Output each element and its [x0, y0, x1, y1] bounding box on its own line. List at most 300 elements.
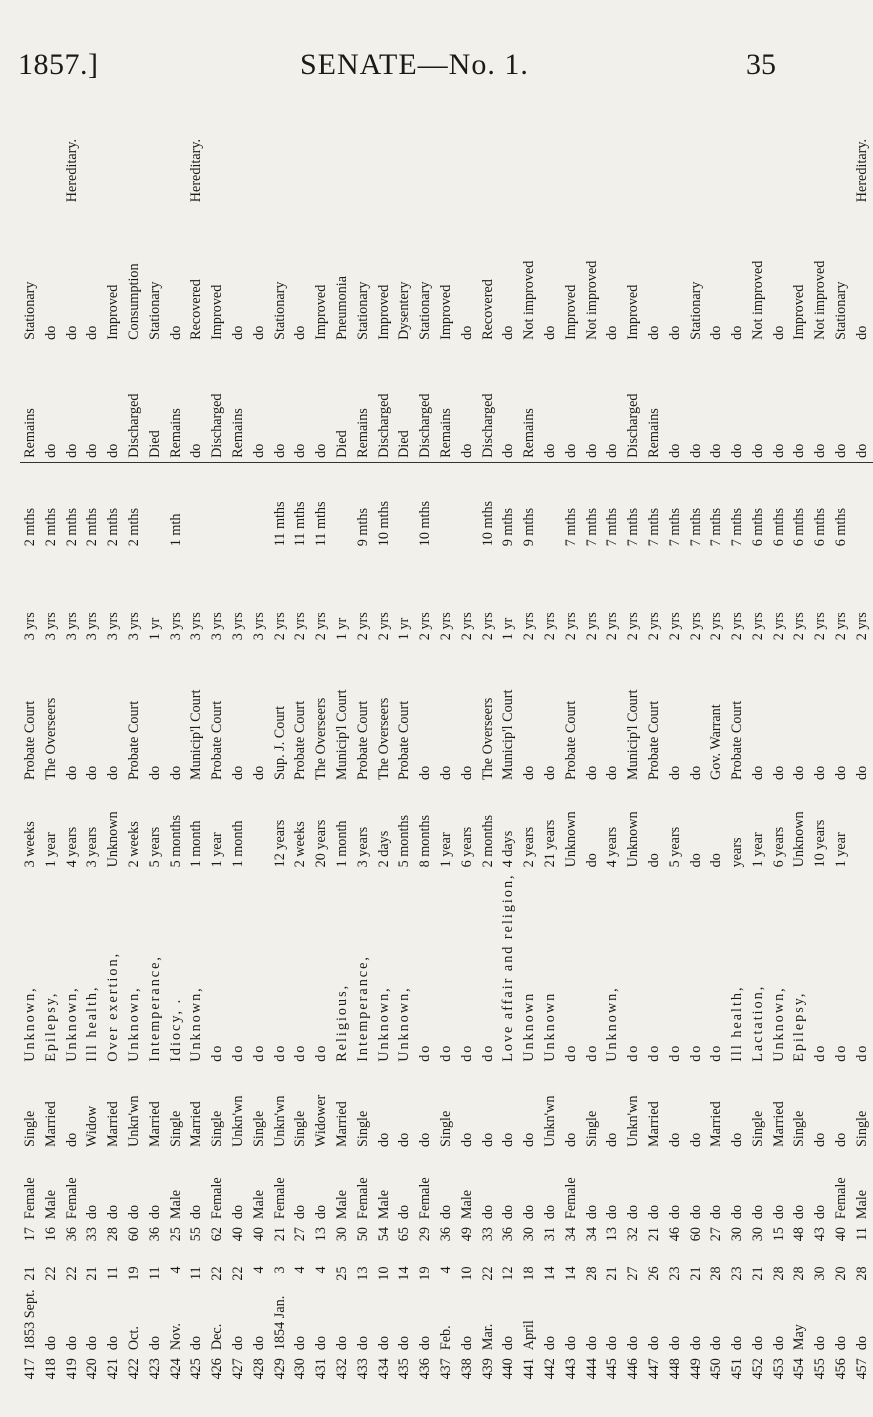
patient-sex: do [313, 1204, 330, 1220]
admission-day: 25 [333, 1266, 350, 1281]
residence-years: 2 yrs [770, 612, 787, 641]
committing-authority: do [458, 765, 475, 780]
form-of-disease [249, 110, 270, 206]
duration-before-admission: 10 years [812, 819, 829, 868]
entry-number: 419 [63, 1358, 80, 1380]
patient-sex: do [521, 1204, 538, 1220]
table-row [831, 110, 852, 1400]
patient-age: 29 [417, 1227, 434, 1242]
residence-years: 2 yrs [437, 612, 454, 641]
entry-number: 446 [625, 1358, 642, 1380]
duration-before-admission: years [729, 837, 746, 868]
committing-authority: do [583, 765, 600, 780]
duration-before-admission: do [708, 853, 725, 868]
duration-before-admission: 21 years [541, 819, 558, 868]
admission-day: 11 [146, 1266, 163, 1281]
table-row [41, 110, 62, 1400]
supposed-cause: do [209, 1043, 226, 1062]
admission-month: do [333, 1335, 350, 1351]
entry-number: 431 [313, 1358, 330, 1380]
residence-months: 11 mths [313, 501, 330, 547]
committing-authority: Probate Court [354, 700, 371, 780]
supposed-cause: do [687, 1043, 704, 1062]
admission-day: 21 [687, 1266, 704, 1281]
admission-month: Feb. [437, 1325, 454, 1351]
patient-sex: Male [250, 1189, 267, 1220]
table-row [602, 110, 623, 1400]
supposed-cause: do [229, 1043, 246, 1062]
admission-month: do [853, 1335, 870, 1351]
civil-condition: Single [209, 1110, 226, 1147]
admission-month: do [604, 1335, 621, 1351]
committing-authority: Probate Court [562, 700, 579, 780]
admission-month: do [229, 1335, 246, 1351]
year-label: 1857.] [18, 48, 99, 81]
patient-age: 60 [687, 1227, 704, 1242]
supposed-cause: do [562, 1043, 579, 1062]
civil-condition: do [604, 1132, 621, 1147]
entry-number: 433 [354, 1358, 371, 1380]
duration-before-admission: 12 years [271, 819, 288, 868]
patient-sex: do [500, 1204, 517, 1220]
patient-sex: do [604, 1204, 621, 1220]
condition: Pneumonia [333, 276, 350, 340]
condition: do [458, 325, 475, 340]
supposed-cause: Over exertion, [105, 951, 122, 1062]
supposed-cause: Intemperance, [354, 955, 371, 1062]
civil-condition: Single [354, 1110, 371, 1147]
table-row [249, 110, 270, 1400]
patient-sex: Female [833, 1177, 850, 1220]
admission-day: 28 [853, 1266, 870, 1281]
residence-years: 3 yrs [209, 612, 226, 641]
supposed-cause: do [583, 1043, 600, 1062]
residence-months: 7 mths [687, 508, 704, 547]
table-row [166, 110, 187, 1400]
patient-sex: Female [209, 1177, 226, 1220]
residence-years: 2 yrs [583, 612, 600, 641]
duration-before-admission: 5 months [396, 814, 413, 868]
table-row [810, 110, 831, 1400]
result-status: do [186, 344, 207, 463]
form-of-disease [311, 110, 332, 206]
table-row [270, 110, 291, 1400]
duration-before-admission: 1 year [833, 832, 850, 868]
patient-sex: Female [562, 1177, 579, 1220]
civil-condition: Married [146, 1101, 163, 1147]
table-row [311, 110, 332, 1400]
form-of-disease [82, 110, 103, 206]
form-of-disease [124, 110, 145, 206]
table-row [852, 110, 873, 1400]
condition: Improved [313, 284, 330, 340]
admission-day: 28 [770, 1266, 787, 1281]
admission-month: do [770, 1335, 787, 1351]
form-of-disease [519, 110, 540, 206]
civil-condition: do [812, 1132, 829, 1147]
committing-authority: do [417, 765, 434, 780]
committing-authority: Sup. J. Court [271, 705, 288, 780]
form-of-disease [41, 110, 62, 206]
result-status: do [62, 344, 83, 463]
admission-day: 4 [292, 1266, 309, 1274]
patient-age: 30 [729, 1227, 746, 1242]
admission-day: 13 [354, 1266, 371, 1281]
admission-month: do [354, 1335, 371, 1351]
supposed-cause: Epilepsy, [42, 991, 59, 1062]
patient-sex: do [645, 1204, 662, 1220]
patient-age: 32 [625, 1227, 642, 1242]
condition: Stationary [417, 281, 434, 340]
form-of-disease [748, 110, 769, 206]
entry-number: 434 [375, 1358, 392, 1380]
table-row [62, 110, 83, 1400]
residence-months: 2 mths [105, 508, 122, 547]
residence-years: 2 yrs [853, 612, 870, 641]
condition: Stationary [146, 281, 163, 340]
residence-months [457, 462, 478, 550]
duration-before-admission: 4 years [604, 826, 621, 868]
form-of-disease [332, 110, 353, 206]
entry-number: 436 [417, 1358, 434, 1380]
patient-sex: do [188, 1204, 205, 1220]
table-row [186, 110, 207, 1400]
duration-before-admission: 4 days [500, 830, 517, 868]
condition: Recovered [479, 279, 496, 340]
supposed-cause: Unknown, [22, 986, 38, 1062]
form-of-disease [686, 110, 707, 206]
supposed-cause: Unknown, [604, 986, 621, 1062]
admission-day: 22 [209, 1266, 226, 1281]
admission-month: do [749, 1335, 766, 1351]
supposed-cause: do [833, 1043, 850, 1062]
civil-condition: do [521, 1132, 538, 1147]
patient-sex: Female [271, 1177, 288, 1220]
residence-years: 2 yrs [375, 612, 392, 641]
committing-authority: do [84, 765, 101, 780]
form-of-disease [436, 110, 457, 206]
patient-age: 21 [271, 1227, 288, 1242]
committing-authority: The Overseers [313, 697, 330, 780]
duration-before-admission: 2 weeks [292, 821, 309, 868]
residence-years: 2 yrs [625, 612, 642, 641]
table-row [290, 110, 311, 1400]
residence-years: 2 yrs [729, 612, 746, 641]
entry-number: 429 [271, 1358, 288, 1380]
patient-age: 54 [375, 1227, 392, 1242]
admission-month: do [625, 1335, 642, 1351]
result-status: Discharged [623, 344, 644, 463]
entry-number: 451 [729, 1358, 746, 1380]
result-status: do [831, 344, 852, 463]
condition: do [167, 325, 184, 340]
residence-years: 3 yrs [125, 612, 142, 641]
civil-condition: Single [749, 1110, 766, 1147]
committing-authority: do [521, 765, 538, 780]
form-of-disease [353, 110, 374, 206]
supposed-cause: do [625, 1043, 642, 1062]
form-of-disease [228, 110, 249, 206]
result-status: do [852, 344, 873, 463]
entry-number: 441 [521, 1358, 538, 1380]
duration-before-admission: Unknown [791, 811, 808, 868]
form-of-disease [207, 110, 228, 206]
duration-before-admission: 2 months [479, 814, 496, 868]
result-status: do [789, 344, 810, 463]
residence-years: 2 yrs [666, 612, 683, 641]
result-status: do [311, 344, 332, 463]
admission-day: 30 [812, 1266, 829, 1281]
civil-condition: Single [250, 1110, 267, 1147]
patient-age: 48 [791, 1227, 808, 1242]
result-status: Remains [228, 344, 249, 463]
result-status: Remains [20, 344, 41, 463]
admission-month: Oct. [125, 1326, 142, 1351]
residence-months: 6 mths [791, 508, 808, 547]
committing-authority: do [687, 765, 704, 780]
admission-month: do [250, 1335, 267, 1351]
patient-age: 34 [562, 1227, 579, 1242]
supposed-cause: Lactation, [749, 984, 766, 1062]
patient-sex: do [84, 1204, 101, 1220]
civil-condition: Widow [84, 1105, 101, 1147]
entry-number: 428 [250, 1358, 267, 1380]
admission-day: 22 [42, 1266, 59, 1281]
form-of-disease: Hereditary. [853, 138, 870, 203]
form-of-disease [103, 110, 124, 206]
entry-number: 450 [708, 1358, 725, 1380]
result-status: do [665, 344, 686, 463]
admission-day: 22 [229, 1266, 246, 1281]
entry-number: 438 [458, 1358, 475, 1380]
patient-sex: Male [853, 1189, 870, 1220]
patient-age: 16 [42, 1227, 59, 1242]
condition: do [541, 325, 558, 340]
admission-day: 4 [250, 1266, 267, 1274]
supposed-cause: do [853, 1043, 870, 1062]
result-status: Remains [436, 344, 457, 463]
form-of-disease [623, 110, 644, 206]
form-of-disease [270, 110, 291, 206]
committing-authority: do [749, 765, 766, 780]
committing-authority: do [229, 765, 246, 780]
committing-authority: Probate Court [125, 700, 142, 780]
form-of-disease [727, 110, 748, 206]
residence-months: 11 mths [271, 501, 288, 547]
patient-age: 33 [84, 1227, 101, 1242]
supposed-cause: do [708, 1043, 725, 1062]
condition: Recovered [188, 279, 205, 340]
admission-day: 22 [479, 1266, 496, 1281]
residence-months: 2 mths [22, 508, 38, 547]
civil-condition: Single [791, 1110, 808, 1147]
patient-age: 40 [833, 1227, 850, 1242]
residence-years: 2 yrs [354, 612, 371, 641]
result-status: Discharged [374, 344, 395, 463]
entry-number: 421 [105, 1358, 122, 1380]
condition: do [666, 325, 683, 340]
form-of-disease [706, 110, 727, 206]
condition: Improved [562, 284, 579, 340]
table-row [394, 110, 415, 1400]
admission-month: May [791, 1324, 808, 1351]
result-status: Remains [353, 344, 374, 463]
residence-months [394, 462, 415, 550]
supposed-cause: Unknown [521, 991, 538, 1062]
committing-authority: Probate Court [292, 700, 309, 780]
table-row [145, 110, 166, 1400]
result-status: Remains [519, 344, 540, 463]
entry-number: 457 [853, 1358, 870, 1380]
committing-authority: Probate Court [729, 700, 746, 780]
result-status: do [561, 344, 582, 463]
condition: do [250, 325, 267, 340]
entry-number: 427 [229, 1358, 246, 1380]
civil-condition: Married [105, 1101, 122, 1147]
supposed-cause: Ill health, [84, 985, 101, 1062]
residence-years: 2 yrs [708, 612, 725, 641]
residence-years: 2 yrs [645, 612, 662, 641]
condition: Improved [791, 284, 808, 340]
result-status: Died [394, 344, 415, 463]
civil-condition: Single [583, 1110, 600, 1147]
supposed-cause: Unknown [541, 991, 558, 1062]
table-row [540, 110, 561, 1400]
condition: Improved [375, 284, 392, 340]
condition: do [500, 325, 517, 340]
patient-age: 36 [437, 1227, 454, 1242]
committing-authority: do [604, 765, 621, 780]
patient-age: 11 [853, 1227, 870, 1241]
table-row [561, 110, 582, 1400]
admission-month: Nov. [167, 1323, 184, 1351]
residence-years: 2 yrs [791, 612, 808, 641]
duration-before-admission: 6 years [770, 826, 787, 868]
condition: Stationary [22, 281, 38, 340]
table-row [478, 110, 499, 1400]
residence-months: 6 mths [812, 508, 829, 547]
admission-month: Dec. [209, 1323, 226, 1351]
committing-authority: do [853, 765, 870, 780]
admission-day: 11 [105, 1266, 122, 1281]
entry-number: 424 [167, 1358, 184, 1380]
admission-day: 4 [437, 1266, 454, 1274]
patient-sex: Female [417, 1177, 434, 1220]
condition: do [645, 325, 662, 340]
entry-number: 444 [583, 1358, 600, 1380]
duration-before-admission: Unknown [105, 811, 122, 868]
civil-condition: Unkn'wn [229, 1095, 246, 1147]
supposed-cause: do [313, 1043, 330, 1062]
residence-months: 6 mths [770, 508, 787, 547]
entry-number: 455 [812, 1358, 829, 1380]
result-status: Discharged [478, 344, 499, 463]
patient-age: 43 [812, 1227, 829, 1242]
admission-month: do [541, 1335, 558, 1351]
residence-years: 2 yrs [541, 612, 558, 641]
admission-day: 26 [645, 1266, 662, 1281]
table-row [623, 110, 644, 1400]
duration-before-admission: do [645, 853, 662, 868]
duration-before-admission: 3 years [354, 826, 371, 868]
patient-age: 60 [125, 1227, 142, 1242]
supposed-cause: do [437, 1043, 454, 1062]
residence-months: 7 mths [625, 508, 642, 547]
residence-months: 10 mths [417, 500, 434, 547]
residence-years: 2 yrs [313, 612, 330, 641]
residence-years: 2 yrs [562, 612, 579, 641]
patient-sex: do [812, 1204, 829, 1220]
admission-day: 12 [500, 1266, 517, 1281]
entry-number: 442 [541, 1358, 558, 1380]
patient-sex: do [583, 1204, 600, 1220]
supposed-cause: Religious, [333, 983, 350, 1062]
admission-month: do [500, 1335, 517, 1351]
patient-age: 13 [604, 1227, 621, 1242]
admission-day: 4 [167, 1266, 184, 1274]
civil-condition: Married [333, 1101, 350, 1147]
civil-condition: Unkn'wn [271, 1095, 288, 1147]
form-of-disease [415, 110, 436, 206]
form-of-disease [665, 110, 686, 206]
duration-before-admission: do [687, 853, 704, 868]
condition: do [853, 325, 870, 340]
admission-day: 14 [396, 1266, 413, 1281]
civil-condition: Single [167, 1110, 184, 1147]
admission-month: do [458, 1335, 475, 1351]
residence-years: 2 yrs [292, 612, 309, 641]
patient-age: 62 [209, 1227, 226, 1242]
form-of-disease [561, 110, 582, 206]
patient-age: 49 [458, 1227, 475, 1242]
table-row [769, 110, 790, 1400]
residence-years: 1 yr [396, 617, 413, 641]
committing-authority: Municip'l Court [333, 689, 350, 780]
committing-authority: Probate Court [396, 700, 413, 780]
residence-months: 2 mths [125, 508, 142, 547]
admission-day: 20 [833, 1266, 850, 1281]
duration-before-admission: 3 years [84, 826, 101, 868]
residence-years: 2 yrs [812, 612, 829, 641]
residence-years: 3 yrs [105, 612, 122, 641]
condition: Stationary [687, 281, 704, 340]
civil-condition: Unkn'wn [625, 1095, 642, 1147]
entry-number: 449 [687, 1358, 704, 1380]
form-of-disease [394, 110, 415, 206]
committing-authority: do [167, 765, 184, 780]
form-of-disease: Hereditary. [63, 138, 80, 203]
supposed-cause: do [479, 1043, 496, 1062]
civil-condition: do [375, 1132, 392, 1147]
residence-months: 1 mth [167, 513, 184, 547]
residence-months: 7 mths [583, 508, 600, 547]
condition: do [729, 325, 746, 340]
civil-condition: Unkn'wn [125, 1095, 142, 1147]
condition: Stationary [271, 281, 288, 340]
form-of-disease [831, 110, 852, 206]
committing-authority: Gov. Warrant [708, 704, 725, 780]
result-status: Discharged [415, 344, 436, 463]
civil-condition: Single [853, 1110, 870, 1147]
result-status: Discharged [124, 344, 145, 463]
patient-age: 46 [666, 1227, 683, 1242]
ledger-table-rotated [20, 110, 870, 1400]
residence-years: 2 yrs [749, 612, 766, 641]
residence-months [332, 462, 353, 550]
duration-before-admission: 2 years [521, 826, 538, 868]
civil-condition: do [833, 1132, 850, 1147]
table-row [665, 110, 686, 1400]
